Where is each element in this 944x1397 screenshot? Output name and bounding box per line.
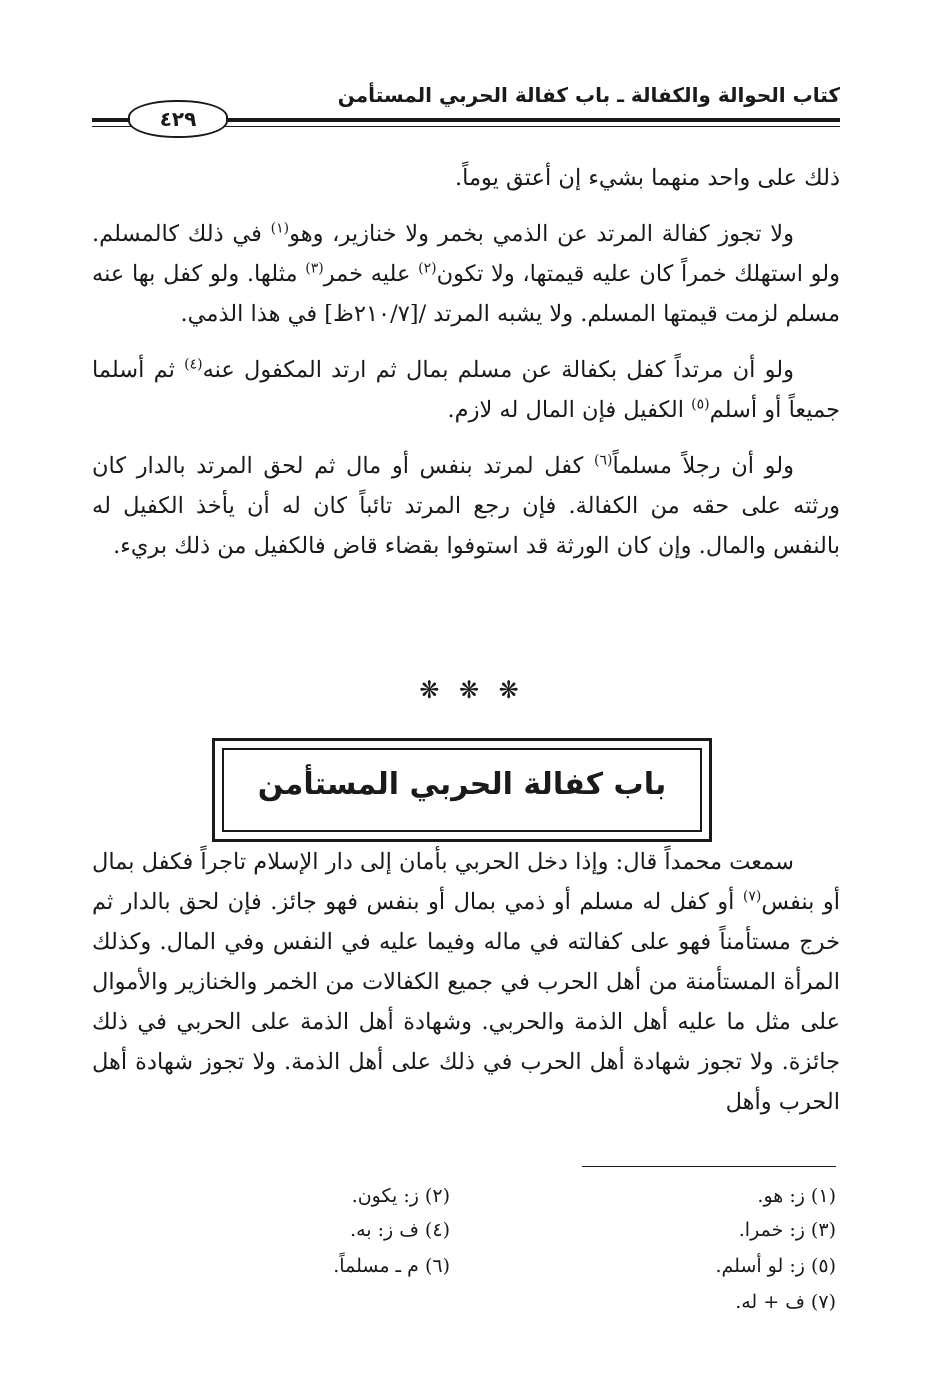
footnote-7: (٧) ف + له. xyxy=(735,1291,836,1313)
footnote-1: (١) ز: هو. xyxy=(757,1185,836,1207)
paragraph-4-text-a: ولو أن رجلاً مسلماً xyxy=(612,453,794,479)
paragraph-3-text-b: ثم أسلما جميعاً أو أسلم xyxy=(92,357,840,423)
footnote-marker-3: (٣) xyxy=(305,260,324,277)
section-title: باب كفالة الحربي المستأمن xyxy=(257,767,667,802)
paragraph-5 xyxy=(92,842,840,1122)
paragraph-2-text-c: عليه خمر xyxy=(323,261,419,287)
footnote-marker-6: (٦) xyxy=(593,452,613,469)
footnote-5: (٥) ز: لو أسلم. xyxy=(715,1255,836,1277)
paragraph-2-text-a: ولا تجوز كفالة المرتد عن الذمي بخمر ولا خنازير، وهو xyxy=(289,221,794,247)
body-upper xyxy=(92,158,840,566)
footnote-4: (٤) ف ز: به. xyxy=(350,1219,450,1241)
paragraph-3-text-c: الكفيل فإن المال له لازم. xyxy=(447,397,692,423)
paragraph-1: ذلك على واحد منهما بشيء إن أعتق يوماً. xyxy=(454,165,840,191)
footnote-marker-2: (٢) xyxy=(418,260,437,277)
page-number: ٤٢٩ xyxy=(128,100,228,138)
footnote-rule xyxy=(582,1166,836,1167)
paragraph-5-text-b: أو كفل له مسلم أو ذمي بمال أو بنفس فهو جائز. فإن لحق بالدار ثم خرج مستأمناً فهو على كفالته في ماله وفيما عليه في النفس وفي المال. وكذلك المرأة المستأمنة من أهل الحرب في جميع الكفالات من الخمر والخنازير والأموال على مثل ما عليه أهل الذمة والحربي. وشهادة أهل الذمة على الحربي في ذلك جائزة. ولا تجوز شهادة أهل الحرب في ذلك على أهل الذمة. ولا تجوز شهادة أهل الحرب وأهل xyxy=(92,889,840,1115)
footnote-2: (٢) ز: يكون. xyxy=(351,1185,450,1207)
footnote-marker-7: (٧) xyxy=(742,888,762,905)
paragraph-3 xyxy=(92,350,840,430)
body-lower xyxy=(92,842,840,1122)
paragraph-4 xyxy=(92,446,840,566)
footnote-marker-5: (٥) xyxy=(691,396,710,413)
paragraph-2 xyxy=(92,214,840,334)
footnote-3: (٣) ز: خمرا. xyxy=(738,1219,836,1241)
paragraph-3-text-a: ولو أن مرتداً كفل بكفالة عن مسلم بمال ثم ارتد المكفول عنه xyxy=(202,357,794,383)
paragraph-4-text-b: كفل لمرتد بنفس أو مال ثم لحق المرتد بالدار كان ورثته على حقه من الكفالة. فإن رجع المرتد تائباً كان له أن يأخذ الكفيل له بالنفس والمال. وإن كان الورثة قد استوفوا بقضاء قاض فالكفيل من ذلك بريء. xyxy=(92,453,840,559)
paragraph-5-text-a: سمعت محمداً قال: وإذا دخل الحربي بأمان إلى دار الإسلام تاجراً فكفل بمال أو بنفس xyxy=(92,849,841,915)
paragraph-2-text-b: في ذلك كالمسلم. ولو استهلك خمراً كان عليه قيمتها، ولا تكون xyxy=(92,221,840,287)
section-separator: ❋ ❋ ❋ xyxy=(419,676,525,704)
running-head: كتاب الحوالة والكفالة ـ باب كفالة الحربي المستأمن xyxy=(337,83,840,107)
footnote-marker-1: (١) xyxy=(270,220,290,237)
section-title-frame xyxy=(212,738,712,842)
footnote-marker-4: (٤) xyxy=(184,356,203,373)
footnote-6: (٦) م ـ مسلماً. xyxy=(333,1255,450,1277)
paragraph-2-text-d: مثلها. ولو كفل بها عنه مسلم لزمت قيمتها المسلم. ولا يشبه المرتد /[٢١٠/٧ظ] في هذا الذمي. xyxy=(92,261,840,327)
